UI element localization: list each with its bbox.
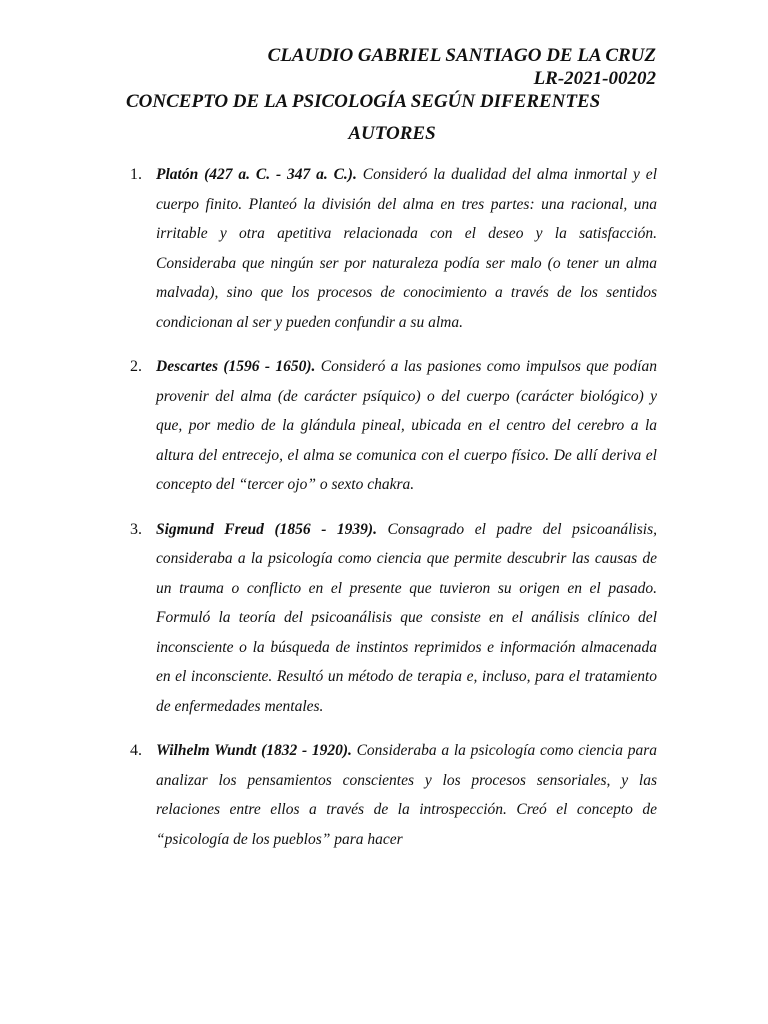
document-title-continued: AUTORES xyxy=(348,123,436,144)
list-item xyxy=(130,352,657,500)
item-number: 2. xyxy=(130,358,142,375)
document-title: CONCEPTO DE LA PSICOLOGÍA SEGÚN DIFERENTES xyxy=(126,91,601,112)
item-body: Consagrado el padre del psicoanálisis, consideraba a la psicología como ciencia que permite descubrir las causas de un trauma o conflicto en el presente que tuvieron su origen en el pasado. Formuló la teoría del psicoanálisis que consiste en el análisis clínico del inconsciente o la búsqueda de instintos reprimidos e información almacenada en el inconsciente. Resultó un método de terapia e, incluso, para el tratamiento de enfermedades mentales. xyxy=(156,520,657,715)
item-paragraph xyxy=(156,515,657,722)
item-body: Consideraba a la psicología como ciencia para analizar los pensamientos conscientes y los procesos sensoriales, y las relaciones entre ellos a través de la introspección. Creó el concepto de “psicología de los pueblos” para hacer xyxy=(156,742,657,848)
list-item xyxy=(130,515,657,722)
item-heading: Sigmund Freud (1856 - 1939). xyxy=(156,520,377,538)
authors-list xyxy=(130,160,657,869)
item-number: 1. xyxy=(130,166,142,183)
student-code: LR-2021-00202 xyxy=(533,68,656,89)
item-paragraph xyxy=(156,736,657,854)
item-number: 3. xyxy=(130,520,142,538)
item-body: Consideró la dualidad del alma inmortal y el cuerpo finito. Planteó la división del alma en tres partes: una racional, una irritable y otra apetitiva relacionada con el deseo y la satisfacción. Consideraba que ningún ser por naturaleza podía ser malo (o tener un alma malvada), sino que los procesos de conocimiento a través de los sentidos condicionan al ser y pueden confundir a su alma. xyxy=(156,166,657,331)
item-heading: Wilhelm Wundt (1832 - 1920). xyxy=(156,742,352,759)
item-heading: Descartes (1596 - 1650). xyxy=(156,358,316,375)
author-name: CLAUDIO GABRIEL SANTIAGO DE LA CRUZ xyxy=(267,45,656,66)
list-item xyxy=(130,736,657,854)
item-number: 4. xyxy=(130,742,142,759)
item-paragraph xyxy=(156,352,657,500)
item-body: Consideró a las pasiones como impulsos que podían provenir del alma (de carácter psíquico) o del cuerpo (carácter biológico) y que, por medio de la glándula pineal, ubicada en el centro del cerebro a la altura del entrecejo, el alma se comunica con el cuerpo físico. De allí deriva el concepto del “tercer ojo” o sexto chakra. xyxy=(156,358,657,493)
list-item xyxy=(130,160,657,337)
item-heading: Platón (427 a. C. - 347 a. C.). xyxy=(156,166,357,183)
item-paragraph xyxy=(156,160,657,337)
